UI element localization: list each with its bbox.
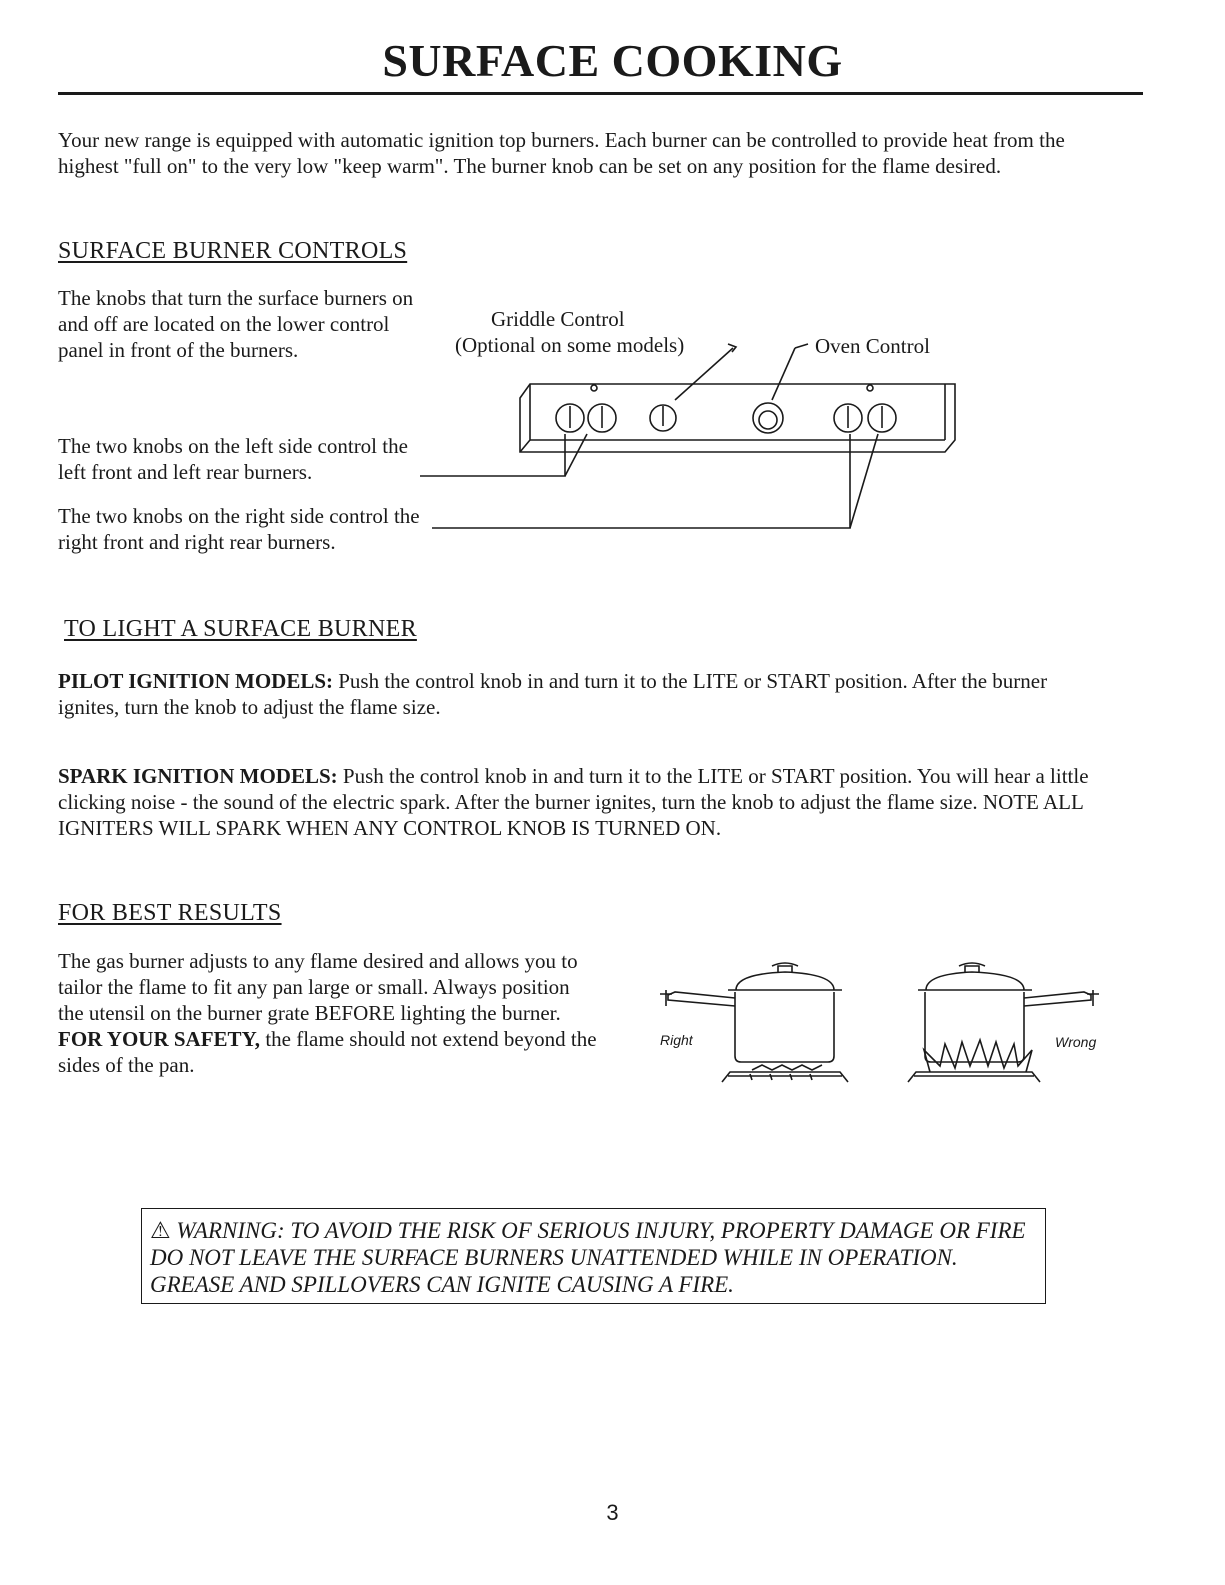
right-label: Right [660,1032,693,1048]
section-heading-burner-controls: SURFACE BURNER CONTROLS [58,238,408,264]
control-panel-outline [520,384,955,452]
best-results-text-1: The gas burner adjusts to any flame desired and allows you to tailor the flame to fit any pan large or small. Always position the utensil on the burner grate BEFORE lighting the burner. [58,949,578,1025]
knob-right-1 [834,404,862,432]
pan-right [660,963,848,1082]
title-rule [58,92,1143,95]
griddle-control-label: Griddle Control [491,307,625,331]
warning-text-block [150,1217,1030,1298]
warning-label: WARNING: [176,1218,285,1243]
knob-right-2 [868,404,896,432]
pan-wrong [908,963,1099,1082]
right-knobs-text: The two knobs on the right side control the right front and right rear burners. [58,504,420,554]
section-heading-light-burner: TO LIGHT A SURFACE BURNER [64,616,417,642]
knob-oven [753,403,783,433]
page-number: 3 [606,1500,619,1525]
knob-griddle [650,405,676,431]
burner-location-text: The knobs that turn the surface burners on and off are located on the lower control panel in front of the burners. [58,286,414,362]
section-heading-best-results: FOR BEST RESULTS [58,900,282,926]
spark-ignition-lead: SPARK IGNITION MODELS: [58,764,338,788]
knob-left-2 [588,404,616,432]
spark-ignition-paragraph [58,763,1103,841]
wrong-label: Wrong [1055,1034,1097,1050]
pilot-ignition-text: Push the control knob in and turn it to the LITE or START position. After the burner ignites, turn the knob to adjust the flame size. [58,669,1048,719]
oven-control-label: Oven Control [815,334,930,358]
pilot-ignition-lead: PILOT IGNITION MODELS: [58,669,333,693]
best-results-safety: FOR YOUR SAFETY, [58,1027,261,1051]
warning-text: TO AVOID THE RISK OF SERIOUS INJURY, PROPERTY DAMAGE OR FIRE DO NOT LEAVE THE SURFACE BURNERS UNATTENDED WHILE IN OPERATION. GREASE AND SPILLOVERS CAN IGNITE CAUSING A FIRE. [150,1218,1026,1297]
knob-left-1 [556,404,584,432]
intro-paragraph: Your new range is equipped with automatic ignition top burners. Each burner can be controlled to provide heat from the highest "full on" to the very low "keep warm". The burner knob can be set on any position for the flame desired. [58,128,1065,178]
warning-symbol-icon: ⚠ [150,1218,171,1243]
best-results-paragraph [58,948,598,1078]
griddle-optional-label: (Optional on some models) [455,333,685,357]
page-title: SURFACE COOKING [382,35,843,86]
best-results-text-2: the flame should not extend beyond the sides of the pan. [58,1027,597,1077]
left-knobs-text: The two knobs on the left side control the left front and left rear burners. [58,434,408,484]
spark-ignition-text: Push the control knob in and turn it to the LITE or START position. You will hear a little clicking noise - the sound of the electric spark. After the burner ignites, turn the knob to adjust the flame size. NOTE ALL IGNITERS WILL SPARK WHEN ANY CONTROL KNOB IS TURNED ON. [58,764,1089,840]
pilot-ignition-paragraph [58,668,1103,720]
